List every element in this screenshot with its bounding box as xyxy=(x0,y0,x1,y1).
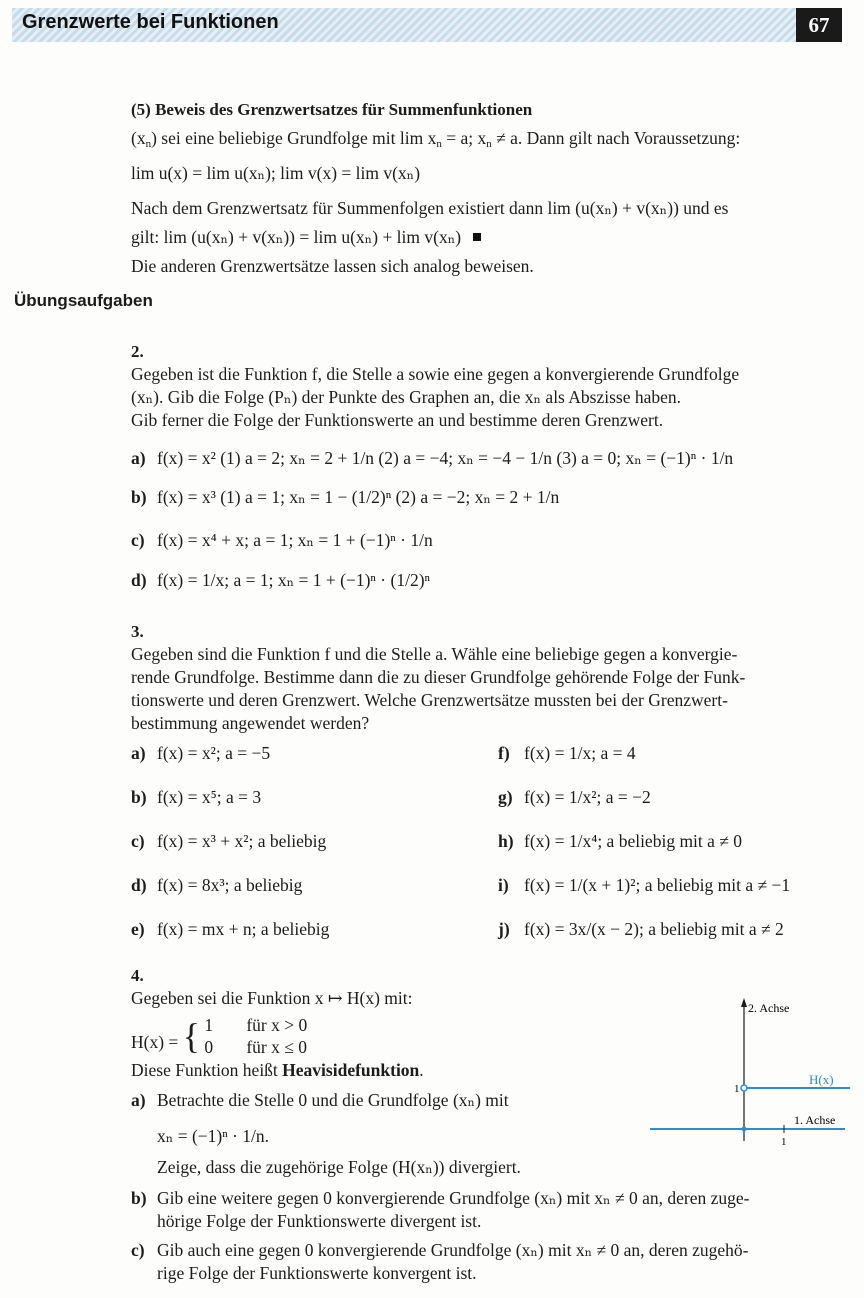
y-axis-label: 2. Achse xyxy=(748,1001,790,1015)
x-axis-label: 1. Achse xyxy=(794,1113,836,1127)
exercise-2 xyxy=(131,340,843,432)
ex2-item-d: d) f(x) = 1/x; a = 1; xₙ = 1 + (−1)ⁿ · (1/2)ⁿ xyxy=(131,570,431,590)
exercise-number: 2. xyxy=(131,342,144,361)
ex3-item-j: j) f(x) = 3x/(x − 2); a beliebig mit a ≠ 2 xyxy=(498,919,784,939)
ex3-item-b: b) f(x) = x⁵; a = 3 xyxy=(131,787,262,807)
ex3-item-c: c) f(x) = x³ + x²; a beliebig xyxy=(131,831,327,851)
curve-label: H(x) xyxy=(809,1072,834,1087)
exercise-text: Gegeben sei die Funktion x ↦ H(x) mit: xyxy=(131,988,413,1008)
ex4-item-a-formula: xₙ = (−1)ⁿ · 1/n. xyxy=(157,1126,270,1146)
ex4-item-a: a) Betrachte die Stelle 0 und die Grundfolge (xₙ) mit xyxy=(131,1090,509,1110)
exercise-number: 3. xyxy=(131,622,144,641)
proof-line-4: gilt: lim (u(xₙ) + v(xₙ)) = lim u(xₙ) + lim v(xₙ) xyxy=(131,226,843,249)
ex3-item-i: i) f(x) = 1/(x + 1)²; a beliebig mit a ≠ −1 xyxy=(498,875,791,895)
exercise-text: Gegeben sind die Funktion f und die Stelle a. Wähle eine beliebige gegen a konvergie- xyxy=(131,644,738,664)
open-circle xyxy=(741,1085,747,1091)
ex2-item-b: b) f(x) = x³ (1) a = 1; xₙ = 1 − (1/2)ⁿ (2) a = −2; xₙ = 2 + 1/n xyxy=(131,487,560,507)
ex3-item-h: h) f(x) = 1/x⁴; a beliebig mit a ≠ 0 xyxy=(498,831,743,851)
exercise-4 xyxy=(131,964,631,1010)
qed-square xyxy=(473,233,481,241)
y-tick-label: 1 xyxy=(734,1083,740,1095)
proof-line-5: Die anderen Grenzwertsätze lassen sich analog beweisen. xyxy=(131,256,534,276)
page-number: 67 xyxy=(796,8,842,42)
proof-line-3: Nach dem Grenzwertsatz für Summenfolgen existiert dann lim (u(xₙ) + v(xₙ)) und es xyxy=(131,198,729,218)
ex4-item-a-task: Zeige, dass die zugehörige Folge (H(xₙ)) divergiert. xyxy=(157,1157,521,1177)
ex3-item-f: f) f(x) = 1/x; a = 4 xyxy=(498,743,636,763)
exercise-number: 4. xyxy=(131,966,144,985)
chapter-title: Grenzwerte bei Funktionen xyxy=(22,11,279,33)
heaviside-graph xyxy=(650,995,850,1145)
heaviside-note: Diese Funktion heißt Heavisidefunktion. xyxy=(131,1060,424,1080)
ex3-item-e: e) f(x) = mx + n; a beliebig xyxy=(131,919,330,939)
ex4-item-b: b) Gib eine weitere gegen 0 konvergierende Grundfolge (xₙ) mit xₙ ≠ 0 an, deren zuge- xyxy=(131,1188,750,1208)
ex4-item-b-cont: hörige Folge der Funktionswerte divergent ist. xyxy=(157,1211,482,1231)
exercise-text: Gib ferner die Folge der Funktionswerte an und bestimme deren Grenzwert. xyxy=(131,410,664,430)
exercise-text: rende Grundfolge. Bestimme dann die zu dieser Grundfolge gehörende Folge der Funk- xyxy=(131,667,746,687)
page-header xyxy=(12,8,842,42)
ex2-item-c: c) f(x) = x⁴ + x; a = 1; xₙ = 1 + (−1)ⁿ · 1/n xyxy=(131,530,433,550)
exercise-text: tionswerte und deren Grenzwert. Welche Grenzwertsätze mussten bei der Grenzwert- xyxy=(131,690,728,710)
ex3-item-a: a) f(x) = x²; a = −5 xyxy=(131,743,271,763)
proof-line-2: lim u(x) = lim u(xₙ); lim v(x) = lim v(xₙ) xyxy=(131,163,421,183)
section-title: Übungsaufgaben xyxy=(14,291,153,310)
heaviside-definition: H(x) = { 1 für x > 0 0 für x ≤ 0 xyxy=(131,1015,308,1057)
exercise-3 xyxy=(131,620,843,735)
proof-title: (5) Beweis des Grenzwertsatzes für Summenfunktionen xyxy=(131,100,533,119)
exercise-text: Gegeben ist die Funktion f, die Stelle a sowie eine gegen a konvergierende Grundfolge xyxy=(131,364,740,384)
exercise-text: (xₙ). Gib die Folge (Pₙ) der Punkte des Graphen an, die xₙ als Abszisse haben. xyxy=(131,387,682,407)
x-tick-label: 1 xyxy=(781,1136,787,1145)
proof-block xyxy=(131,98,843,278)
filled-dot xyxy=(742,1127,747,1132)
proof-line-1: $(x_n)$ sei eine beliebige Grundfolge mit $\lim x_n = a$; $x_n \ne a$. Dann gilt nach Voraussetzung: xyxy=(131,128,741,150)
ex2-item-a: a) f(x) = x² (1) a = 2; xₙ = 2 + 1/n (2) a = −4; xₙ = −4 − 1/n (3) a = 0; xₙ = (−1)ⁿ · 1/n xyxy=(131,448,734,468)
ex3-item-g: g) f(x) = 1/x²; a = −2 xyxy=(498,787,651,807)
ex3-item-d: d) f(x) = 8x³; a beliebig xyxy=(131,875,303,895)
ex4-item-c: c) Gib auch eine gegen 0 konvergierende Grundfolge (xₙ) mit xₙ ≠ 0 an, deren zugehö- xyxy=(131,1240,749,1260)
ex4-item-c-cont: rige Folge der Funktionswerte konvergent ist. xyxy=(157,1263,477,1283)
y-axis-arrow xyxy=(741,998,747,1007)
exercise-text: bestimmung angewendet werden? xyxy=(131,713,370,733)
